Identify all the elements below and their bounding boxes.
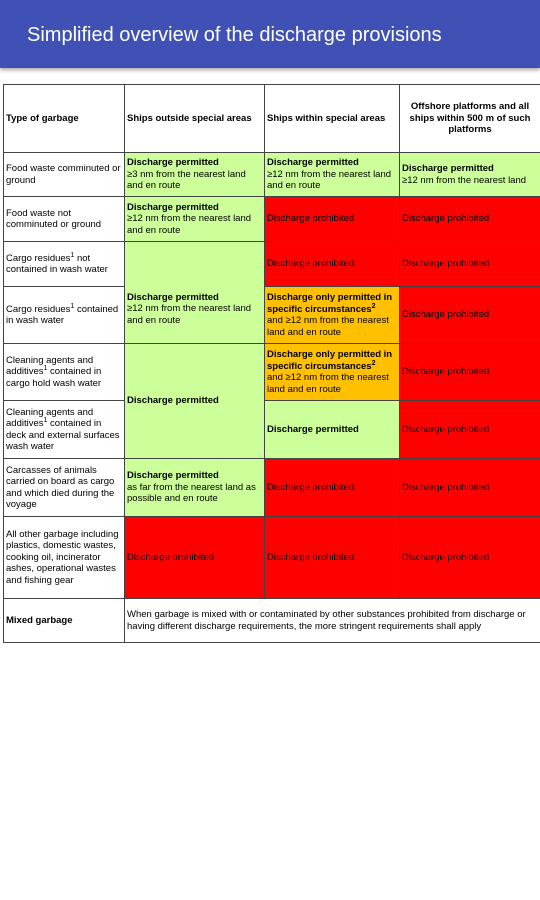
header-ships-outside-special-areas: Ships outside special areas: [125, 85, 265, 153]
cell-permitted: [125, 153, 265, 197]
cell-detail: and ≥12 nm from the nearest land and en route: [267, 315, 389, 338]
cell-title: Discharge permitted: [267, 157, 359, 169]
cell-permitted: [125, 459, 265, 517]
cell-detail: ≥12 nm from the nearest land and en route: [127, 213, 252, 236]
discharge-provisions-table: [3, 84, 540, 643]
table-header-row: [4, 85, 540, 153]
cell-title: Discharge permitted: [127, 201, 219, 213]
footnote-mark: 1: [70, 251, 75, 259]
cell-prohibited: Discharge prohibited: [265, 197, 400, 242]
cell-prohibited: Discharge prohibited: [400, 197, 540, 242]
cell-conditional: [265, 344, 400, 401]
footnote-mark: 1: [43, 365, 48, 373]
cell-detail: ≥3 nm from the nearest land and en route: [127, 168, 246, 192]
header-type-of-garbage: Type of garbage: [4, 85, 125, 153]
row-label-mixed-garbage: Mixed garbage: [4, 599, 125, 643]
mixed-garbage-note: When garbage is mixed with or contaminated by other substances prohibited from discharge or having different discharge requirements, the more stringent requirements shall apply: [125, 599, 540, 643]
cell-title: Discharge permitted: [127, 470, 219, 482]
table-row: [4, 517, 540, 599]
table-row: [4, 287, 540, 344]
cell-permitted: [265, 153, 400, 197]
cell-prohibited: Discharge prohibited: [125, 517, 265, 599]
table-row: [4, 242, 540, 287]
cell-prohibited: Discharge prohibited: [400, 517, 540, 599]
table-row: [4, 599, 540, 643]
row-label-cargo-residues-not-in-wash-water: [4, 242, 125, 287]
label-text: contained in deck and external surfaces wash water: [6, 418, 120, 452]
row-label-cargo-residues-in-wash-water: [4, 287, 125, 344]
label-text: contained in cargo hold wash water: [6, 366, 102, 389]
label-text: contained in wash water: [6, 303, 119, 326]
row-label-cleaning-agents-cargo-hold: [4, 344, 125, 401]
cell-title: Discharge permitted: [402, 163, 494, 174]
cell-prohibited: Discharge prohibited: [400, 401, 540, 459]
cell-detail: as far from the nearest land as possible and en route: [127, 481, 256, 505]
cell-prohibited: Discharge prohibited: [400, 344, 540, 401]
table-row: [4, 197, 540, 242]
footnote-mark: 2: [371, 302, 376, 310]
cell-title: [267, 292, 397, 315]
cell-title: Discharge permitted: [127, 291, 219, 303]
label-text: Cleaning agents and additives: [6, 406, 94, 429]
cell-detail: ≥12 nm from the nearest land and en route: [267, 168, 392, 192]
cell-title-text: Discharge only permitted in specific circumstances: [267, 292, 393, 315]
cell-conditional: [265, 287, 400, 344]
table-row: [4, 401, 540, 459]
cell-permitted: [125, 242, 265, 344]
table-row: [4, 344, 540, 401]
row-label-all-other-garbage: All other garbage including plastics, domestic wastes, cooking oil, incinerator ashes, operational wastes and fishing gear: [4, 517, 125, 599]
label-text: Cleaning agents and additives: [6, 354, 94, 378]
cell-title: Discharge permitted: [127, 157, 219, 169]
cell-prohibited: Discharge prohibited: [265, 242, 400, 287]
header-offshore-platforms: Offshore platforms and all ships within 500 m of such platforms: [400, 85, 540, 153]
cell-prohibited: Discharge prohibited: [400, 287, 540, 344]
cell-prohibited: Discharge prohibited: [400, 242, 540, 287]
cell-permitted: Discharge permitted: [125, 344, 265, 459]
row-label-food-waste-comminuted: Food waste comminuted or ground: [4, 153, 125, 197]
footnote-mark: 1: [70, 302, 75, 310]
app-bar: [0, 0, 540, 68]
row-label-carcasses: Carcasses of animals carried on board as cargo and which died during the voyage: [4, 459, 125, 517]
cell-permitted: [400, 153, 540, 197]
page-title: Simplified overview of the discharge provisions: [27, 24, 442, 46]
cell-title-text: Discharge only permitted in specific circumstances: [267, 349, 393, 372]
cell-detail: and ≥12 nm from the nearest land and en route: [267, 372, 389, 395]
label-text: Cargo residues: [6, 252, 71, 264]
cell-prohibited: Discharge prohibited: [400, 459, 540, 517]
footnote-mark: 1: [43, 416, 48, 424]
table-row: [4, 459, 540, 517]
row-label-cleaning-agents-deck: [4, 401, 125, 459]
cell-prohibited: Discharge prohibited: [265, 517, 400, 599]
header-ships-within-special-areas: Ships within special areas: [265, 85, 400, 153]
cell-prohibited: Discharge prohibited: [265, 459, 400, 517]
label-text: Cargo residues: [6, 303, 71, 315]
row-label-food-waste-not-comminuted: Food waste not comminuted or ground: [4, 197, 125, 242]
footnote-mark: 2: [371, 359, 376, 367]
cell-detail: ≥12 nm from the nearest land and en route: [127, 303, 252, 326]
cell-title: [267, 349, 397, 372]
cell-detail: ≥12 nm from the nearest land: [402, 174, 527, 186]
table-row: [4, 153, 540, 197]
cell-permitted: [125, 197, 265, 242]
cell-permitted: Discharge permitted: [265, 401, 400, 459]
label-text: not contained in wash water: [6, 252, 108, 275]
